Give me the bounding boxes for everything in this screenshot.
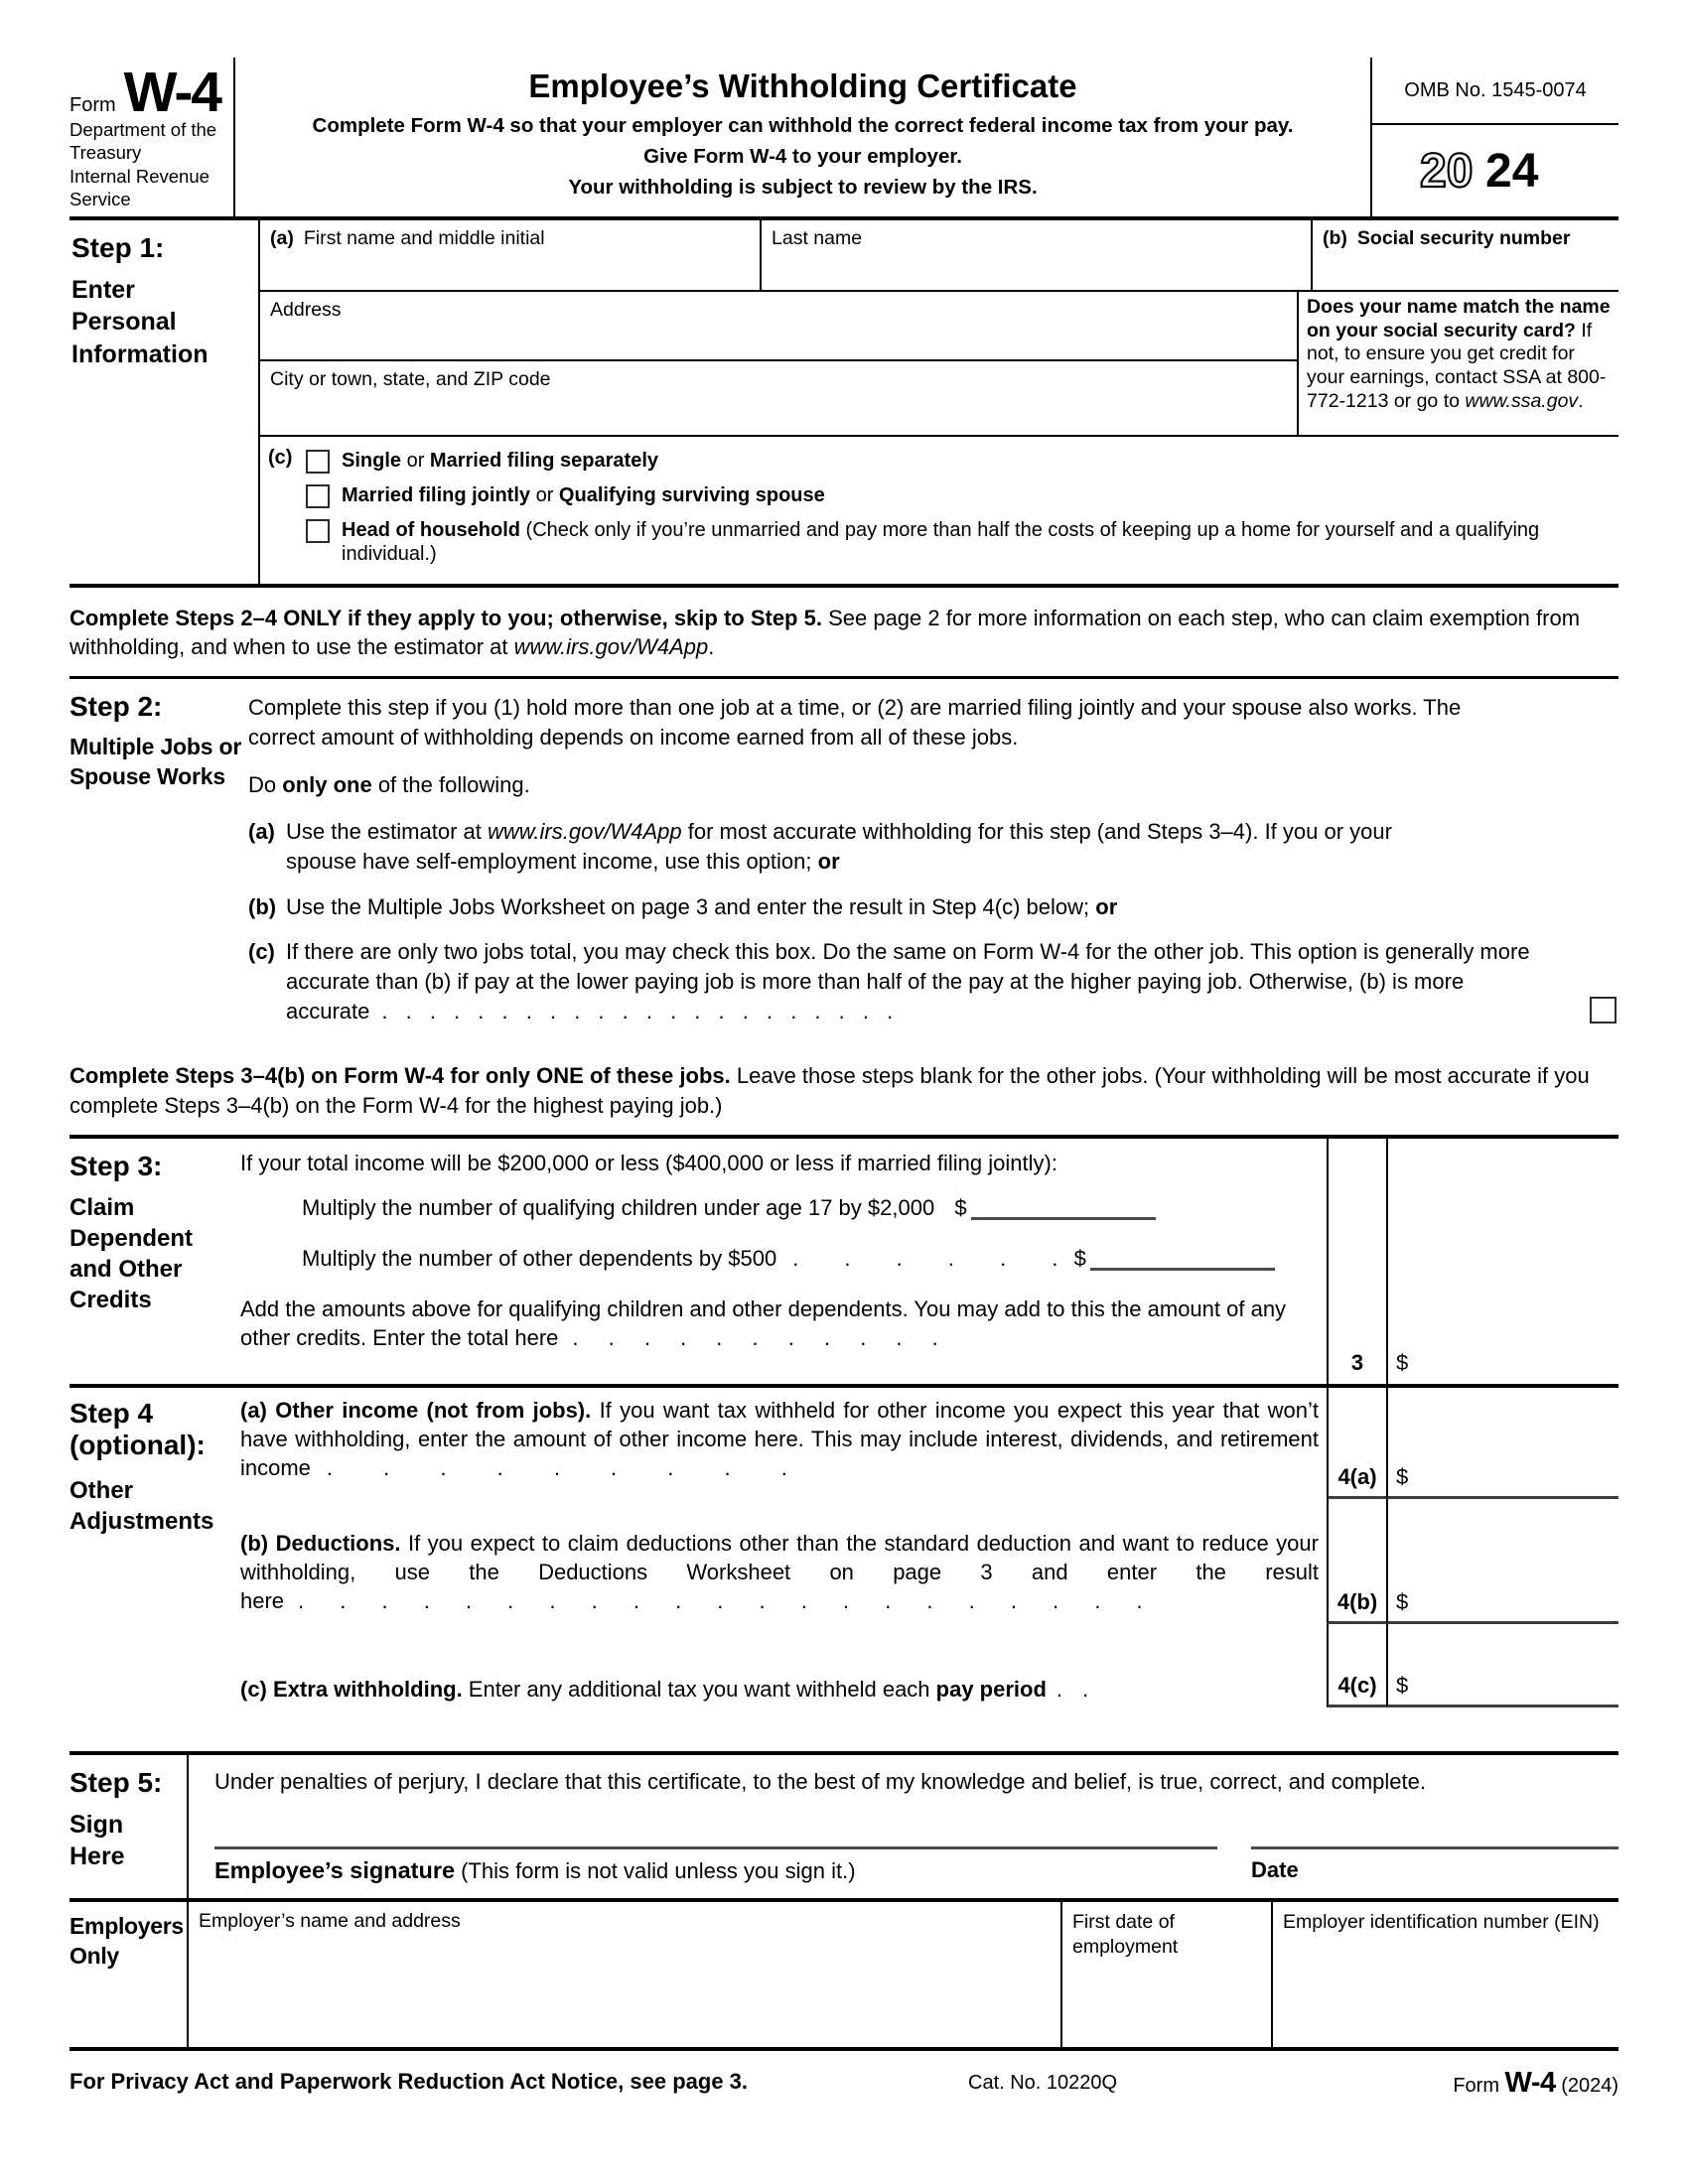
step4a-prefix: (a) [240,1397,267,1423]
married-jointly-label: Married filing jointly [342,483,531,506]
step3-section [70,1135,1618,1388]
form-body [70,58,1618,2109]
qualifying-children-text: Multiply the number of qualifying children under age 17 by $2,000 [302,1194,935,1220]
step4b-leader-dots: . . . . . . . . . . . . . . . . . . . . . [298,1588,1143,1614]
step4a-line-number: 4(a) [1327,1388,1386,1499]
item-a-pre-text: Use the estimator at [286,819,488,845]
step4-subheading: Other Adjustments [70,1476,214,1536]
do-post: of the following. [371,771,530,797]
steps-2-4-period: . [708,634,715,660]
footer-form-id [1453,2067,1618,2100]
year-2024-graphic [1416,143,1575,199]
step4b-amount-field[interactable] [1386,1499,1618,1624]
step4b-prefix: (b) [240,1530,269,1556]
ssn-note-bold: Does your name match the name on your social security card? [1307,295,1611,341]
footer-form-word: Form [1453,2074,1499,2097]
estimator-url: www.irs.gov/W4App [513,634,709,660]
employers-only-heading: Employers Only [70,1912,184,1969]
footer-form-year: (2024) [1561,2074,1618,2097]
item-b-or: or [1095,893,1118,919]
step3-total-line [240,1295,1327,1352]
steps-3-4b-instructions [70,1061,1618,1120]
single-or: or [401,449,430,472]
privacy-act-notice: For Privacy Act and Paperwork Reduction Act Notice, see page 3. [70,2068,749,2094]
form-title: Employee’s Withholding Certificate [528,68,1077,104]
item-c-leader-dots: . . . . . . . . . . . . . . . . . . . . . . [381,998,894,1024]
city-label: City or town, state, and ZIP code [270,367,551,390]
step2-intro: Complete this step if you (1) hold more than one job at a time, or (2) are married filing jointly and your spouse also works. The correct amount of withholding depends on income earned from all of these jobs. [248,695,1462,750]
item-a-post-text: for most accurate withholding for this step (and Steps 3–4). If you or your spouse have self-employment income, use this option; [286,819,1392,874]
step4a-bold: Other income (not from jobs). [275,1397,592,1423]
step4b-dollar-sign: $ [1396,1588,1409,1614]
subtitle-line-3: Your withholding is subject to review by the IRS. [568,175,1038,199]
married-jointly-or: or [530,483,559,506]
last-name-field[interactable] [762,220,1313,290]
first-name-field[interactable] [260,220,762,290]
step4c-amount-field[interactable] [1386,1624,1618,1707]
tax-year [1372,125,1618,216]
item-c-prefix: (c) [248,939,275,965]
irs-line: Internal Revenue Service [70,165,210,209]
city-state-zip-field[interactable] [260,361,1297,435]
step4c-pay-period-bold: pay period [935,1676,1047,1702]
surviving-spouse-label: Qualifying surviving spouse [558,483,825,506]
step1-section [70,220,1618,588]
employers-only-label-column [70,1902,189,2047]
first-employment-date-field[interactable] [1062,1902,1273,2047]
step4-label-column [70,1388,240,1707]
step1-label-column [70,220,260,584]
filing-option-single [306,449,1618,474]
employee-signature-label: Employee’s signature [214,1856,456,1883]
other-dependents-text: Multiply the number of other dependents by $500 [302,1245,777,1271]
step2-subheading: Multiple Jobs or Spouse Works [70,734,242,790]
ein-field[interactable] [1273,1902,1618,2047]
filing-option-married-jointly [306,483,1618,508]
ssn-note-text: If not, to ensure you get credit for your earnings, contact SSA at 800-772-1213 or go to [1307,319,1607,412]
first-name-prefix: (a) [270,226,294,249]
steps-2-4-text: See page 2 for more information on each step, who can claim exemption from withholding, and when to use the estimator at [70,605,1581,660]
single-checkbox[interactable] [306,450,330,474]
ein-label: Employer identification number (EIN) [1283,1910,1600,1933]
single-label: Single [342,449,402,472]
step3-dollar-sign: $ [1396,1349,1409,1375]
year-solid-digits: 24 [1485,144,1539,198]
step4c-bold: Extra withholding. [273,1676,463,1702]
step4b-body: If you expect to claim deductions other than the standard deduction and want to reduce your withholding, use the Deductions Worksheet on page 3 and enter the result here [240,1530,1319,1614]
item-b-prefix: (b) [248,893,277,919]
only-one-bold: only one [282,771,372,797]
step2-item-c [248,937,1618,1025]
married-separately-label: Married filing separately [429,449,658,472]
step4-section [70,1388,1618,1707]
filing-status-prefix: (c) [268,446,293,469]
address-field[interactable] [260,292,1297,361]
item-a-prefix: (a) [248,819,275,845]
step4-heading: Step 4 (optional): [70,1397,206,1460]
ssn-match-note [1299,292,1618,435]
employers-only-section [70,1902,1618,2051]
step1-fields [260,220,1618,584]
step2-do-line [248,770,1618,800]
dept-treasury-line: Department of the Treasury [70,119,217,164]
catalog-number: Cat. No. 10220Q [968,2071,1118,2094]
date-line[interactable] [1251,1846,1618,1849]
step5-section [70,1751,1618,1902]
first-employment-date-label: First date of employment [1072,1910,1179,1959]
step3-intro: If your total income will be $200,000 or less ($400,000 or less if married filing jointly): [240,1150,1057,1175]
step3-heading: Step 3: [70,1150,163,1181]
step4c-text [240,1675,1096,1704]
step4a-dollar-sign: $ [1396,1463,1409,1489]
form-number-w4: W-4 [123,61,221,124]
step4a-amount-field[interactable] [1386,1388,1618,1499]
step1-subheading: Enter Personal Information [71,275,209,368]
step5-label-column [70,1755,189,1898]
step4c-leader-dots: . . [1055,1676,1089,1702]
step4a-text [240,1388,1327,1499]
omb-year-block [1370,58,1618,216]
step3-subheading: Claim Dependent and Other Credits [70,1193,194,1314]
item-c-text: If there are only two jobs total, you may check this box. Do the same on Form W-4 for the other job. This option is generally more accurate than (b) if pay at the lower paying job is more than half of the pay at the higher paying job. Otherwise, (b) is more accurate [286,939,1530,1024]
perjury-statement: Under penalties of perjury, I declare that this certificate, to the best of my knowledge and belief, is true, correct, and complete. [214,1768,1427,1794]
date-label: Date [1251,1856,1299,1882]
do-pre: Do [248,771,283,797]
children-dollar-sign: $ [954,1194,967,1220]
step2-section [70,676,1618,1045]
step5-heading: Step 5: [70,1766,163,1798]
ssn-label: Social security number [1356,226,1571,249]
step4c-line-number: 4(c) [1327,1624,1386,1707]
steps-2-4-instructions [70,604,1618,662]
steps-3-4b-text: Leave those steps blank for the other jobs. (Your withholding will be most accurate if you complete Steps 3–4(b) on the Form W-4 for the highest paying job.) [70,1063,1590,1119]
last-name-label: Last name [772,226,863,249]
step2-heading: Step 2: [70,691,163,723]
step4c-dollar-sign: $ [1396,1672,1409,1698]
step1-heading: Step 1: [71,231,165,263]
step4b-text [240,1499,1327,1624]
item-a-url: www.irs.gov/W4App [487,819,682,845]
step4b-line-number: 4(b) [1327,1499,1386,1624]
form-header [70,58,1618,220]
married-jointly-checkbox[interactable] [306,484,330,508]
subtitle-line-1: Complete Form W-4 so that your employer can withhold the correct federal income tax from your pay. [312,114,1294,137]
step4-bottom-spacer [70,1707,1618,1751]
step4c-body: Enter any additional tax you want withheld each [462,1676,936,1702]
step3-total-amount-field[interactable] [1386,1139,1618,1384]
footer-form-number: W-4 [1504,2066,1556,2099]
step2-item-b [248,892,1618,922]
step2-label-column [70,691,248,1041]
steps-2-4-bold: Complete Steps 2–4 ONLY if they apply to you; otherwise, skip to Step 5. [70,605,822,630]
step3-label-column [70,1139,240,1384]
step3-total-leader-dots: . . . . . . . . . . . [572,1324,938,1350]
filing-status-row [260,437,1618,584]
title-block [233,58,1370,216]
dependents-leader-dots: . . . . . . [792,1245,1058,1271]
item-b-text: Use the Multiple Jobs Worksheet on page 3 and enter the result in Step 4(c) below; [286,893,1096,919]
employer-name-address-field[interactable] [189,1902,1062,2047]
step5-subheading: Sign Here [70,1810,125,1871]
ssn-note-period: . [1578,389,1584,412]
head-of-household-label: Head of household [342,518,520,541]
omb-number: OMB No. 1545-0074 [1372,58,1618,125]
form-number-block [70,58,233,216]
step3-total-text: Add the amounts above for qualifying children and other dependents. You may add to this the amount of any other credits. Enter the total here [240,1296,1287,1350]
step4a-leader-dots: . . . . . . . . . [326,1455,787,1481]
qualifying-children-line [240,1193,1327,1222]
ssn-note-url: www.ssa.gov [1465,389,1579,412]
step3-line-number: 3 [1327,1139,1386,1384]
year-outline-digits: 20 [1420,144,1474,198]
head-of-household-note: (Check only if you’re unmarried and pay more than half the costs of keeping up a home for yourself and a qualifying individual.) [342,518,1540,565]
step4b-bold: Deductions. [275,1530,401,1556]
step4a-body: If you want tax withheld for other income you expect this year that won’t have withholding, enter the amount of other income here. This may include interest, dividends, and retirement income [240,1397,1319,1481]
other-dependents-line [240,1244,1327,1273]
form-footer [70,2066,1618,2109]
address-label: Address [270,298,342,321]
subtitle-line-2: Give Form W-4 to your employer. [643,144,962,168]
head-of-household-checkbox[interactable] [306,519,330,543]
dependents-dollar-sign: $ [1073,1245,1086,1271]
signature-line[interactable] [214,1846,1217,1849]
employer-name-address-label: Employer’s name and address [199,1909,461,1932]
filing-option-head-of-household [306,518,1618,566]
item-a-or: or [817,848,840,874]
step2-item-a [248,817,1618,876]
qualifying-children-amount-field[interactable] [971,1217,1156,1220]
first-name-label: First name and middle initial [303,226,545,249]
other-dependents-amount-field[interactable] [1090,1268,1275,1271]
form-word-label: Form [70,94,116,116]
signature-validity-note: (This form is not valid unless you sign it.) [455,1857,856,1883]
steps-3-4b-bold: Complete Steps 3–4(b) on Form W-4 for only ONE of these jobs. [70,1063,731,1089]
ssn-prefix: (b) [1323,226,1347,249]
ssn-field[interactable] [1313,220,1618,290]
two-jobs-checkbox[interactable] [1590,997,1617,1024]
step4c-prefix: (c) [240,1676,267,1702]
